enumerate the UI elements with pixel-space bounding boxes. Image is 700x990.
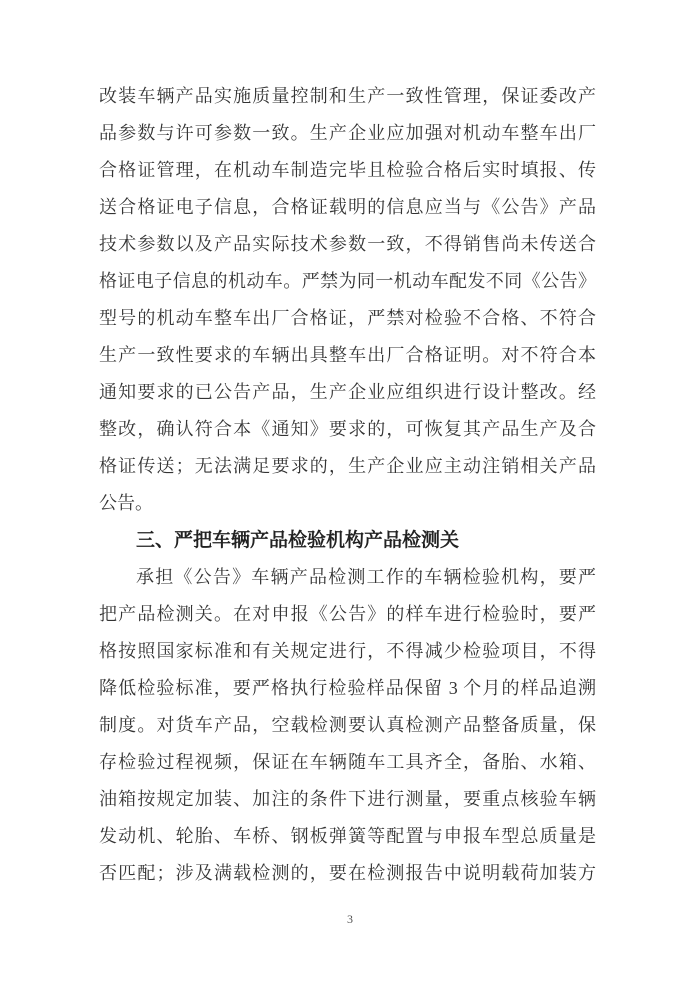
paragraph-line: 制度。对货车产品，空载检测要认真检测产品整备质量，保 xyxy=(99,715,596,735)
paragraph-line: 承担《公告》车辆产品检测工作的车辆检验机构，要严 xyxy=(136,567,596,587)
body-paragraph-2 xyxy=(99,559,596,892)
paragraph-line: 格按照国家标准和有关规定进行，不得减少检验项目，不得 xyxy=(99,641,596,661)
body-paragraph-1 xyxy=(99,78,596,522)
paragraph-line: 品参数与许可参数一致。生产企业应加强对机动车整车出厂 xyxy=(99,123,596,143)
paragraph-line: 降低检验标准，要严格执行检验样品保留 3 个月的样品追溯 xyxy=(99,678,596,698)
paragraph-line: 整改，确认符合本《通知》要求的，可恢复其产品生产及合 xyxy=(99,419,596,439)
paragraph-line: 型号的机动车整车出厂合格证，严禁对检验不合格、不符合 xyxy=(99,308,596,328)
paragraph-line: 改装车辆产品实施质量控制和生产一致性管理，保证委改产 xyxy=(99,86,596,106)
document-text-block xyxy=(99,78,596,892)
section-heading: 三、严把车辆产品检验机构产品检测关 xyxy=(136,530,460,551)
paragraph-line: 送合格证电子信息，合格证载明的信息应当与《公告》产品 xyxy=(99,197,596,217)
page-number: 3 xyxy=(347,912,353,926)
paragraph-line: 发动机、轮胎、车桥、钢板弹簧等配置与申报车型总质量是 xyxy=(99,826,596,846)
paragraph-line: 通知要求的已公告产品，生产企业应组织进行设计整改。经 xyxy=(99,382,596,402)
paragraph-line: 把产品检测关。在对申报《公告》的样车进行检验时，要严 xyxy=(99,604,596,624)
paragraph-line: 技术参数以及产品实际技术参数一致，不得销售尚未传送合 xyxy=(99,234,596,254)
paragraph-line: 油箱按规定加装、加注的条件下进行测量，要重点核验车辆 xyxy=(99,789,596,809)
paragraph-line: 否匹配；涉及满载检测的，要在检测报告中说明载荷加装方 xyxy=(99,863,596,883)
paragraph-line: 生产一致性要求的车辆出具整车出厂合格证明。对不符合本 xyxy=(99,345,596,365)
paragraph-line: 格证电子信息的机动车。严禁为同一机动车配发不同《公告》 xyxy=(99,271,596,291)
paragraph-line: 存检验过程视频，保证在车辆随车工具齐全，备胎、水箱、 xyxy=(99,752,596,772)
paragraph-line: 公告。 xyxy=(99,493,153,513)
paragraph-line: 格证传送；无法满足要求的，生产企业应主动注销相关产品 xyxy=(99,456,596,476)
paragraph-line: 合格证管理，在机动车制造完毕且检验合格后实时填报、传 xyxy=(99,160,596,180)
